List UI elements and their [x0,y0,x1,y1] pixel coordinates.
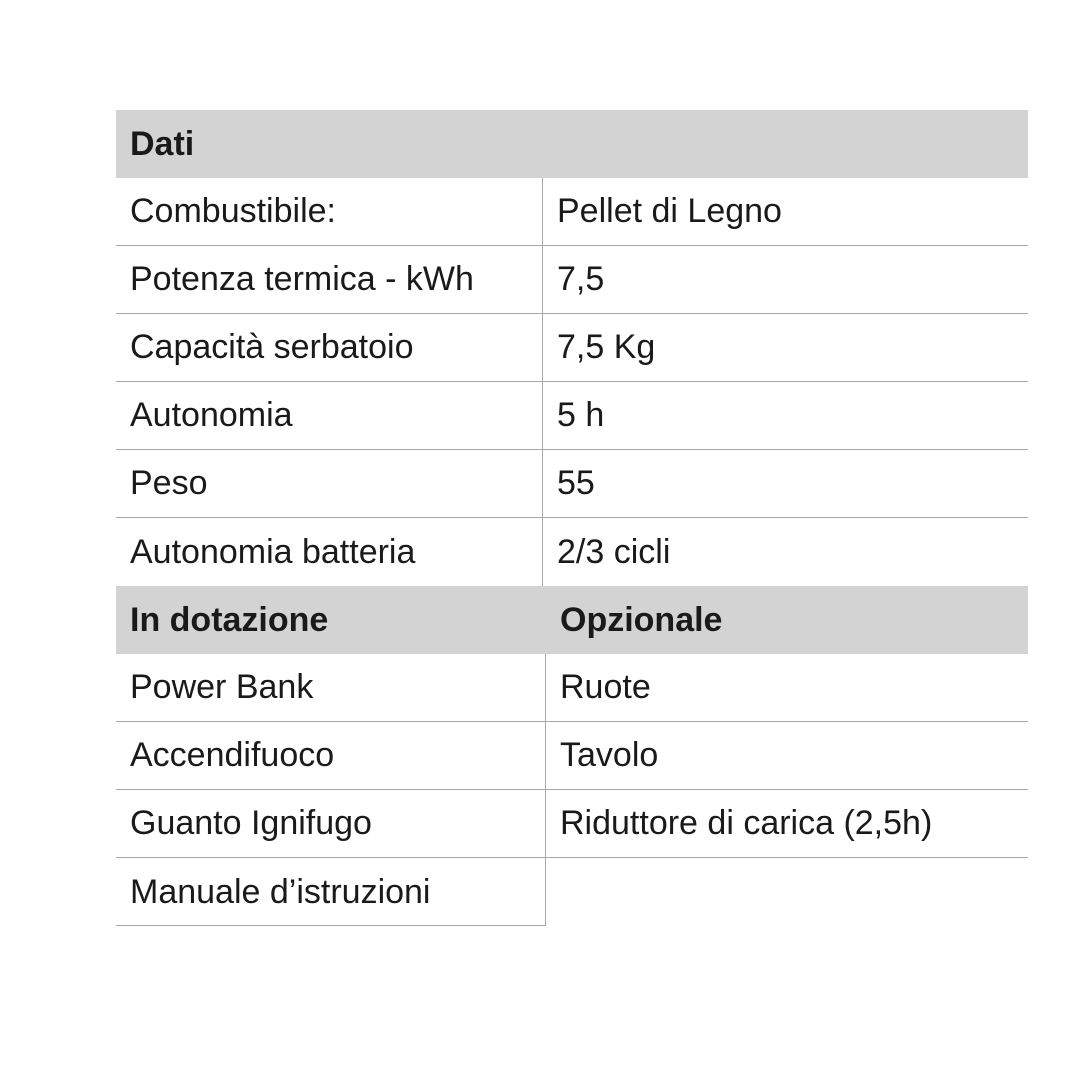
table-row [116,450,1028,518]
optional-item: Tavolo [560,736,659,774]
dati-header: Dati [130,124,195,163]
included-item: Guanto Ignifugo [116,790,546,857]
table-row [116,654,1028,722]
opzionale-header: Opzionale [560,600,723,639]
spec-table [116,110,1028,926]
spec-value: 7,5 Kg [557,328,656,366]
optional-item [546,858,1028,926]
spec-label: Capacità serbatoio [116,314,543,381]
table-row [116,858,1028,926]
spec-label: Potenza termica - kWh [116,246,543,313]
dati-section [116,110,1028,586]
table-row [116,178,1028,246]
dotazione-header-row [116,586,1028,654]
included-item: Power Bank [116,654,546,721]
table-row [116,314,1028,382]
included-item: Accendifuoco [116,722,546,789]
spec-value: 5 h [557,396,605,434]
included-item: Manuale d’istruzioni [116,858,546,926]
optional-item: Ruote [560,668,651,706]
table-row [116,246,1028,314]
spec-value: 55 [557,464,595,502]
spec-value: Pellet di Legno [557,192,782,230]
table-row [116,790,1028,858]
spec-label: Autonomia batteria [116,518,543,586]
in-dotazione-header: In dotazione [130,600,329,639]
table-row [116,382,1028,450]
spec-label: Peso [116,450,543,517]
table-row [116,518,1028,586]
table-row [116,722,1028,790]
optional-item: Riduttore di carica (2,5h) [560,804,933,842]
spec-label: Combustibile: [116,178,543,245]
spec-value: 2/3 cicli [557,532,671,571]
dati-header-row [116,110,1028,178]
dotazione-section [116,586,1028,926]
spec-label: Autonomia [116,382,543,449]
spec-value: 7,5 [557,260,605,298]
